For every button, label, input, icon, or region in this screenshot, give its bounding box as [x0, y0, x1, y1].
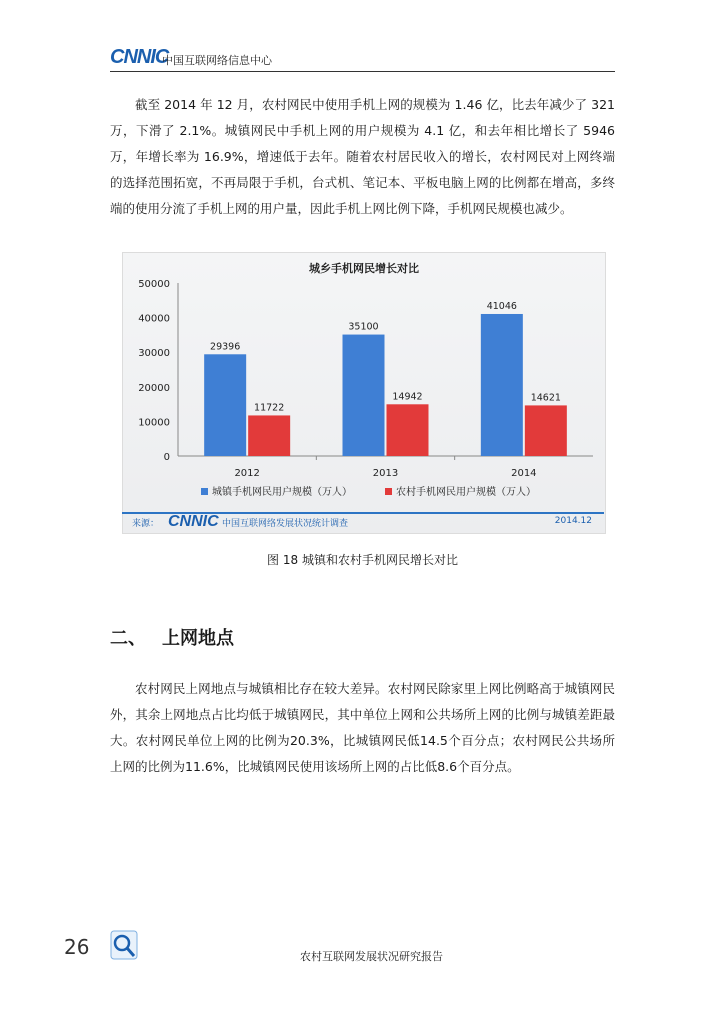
header-divider: [110, 71, 615, 72]
data-label: 35100: [348, 321, 379, 333]
source-date: 2014.12: [554, 516, 592, 526]
data-label: 29396: [210, 341, 241, 353]
y-tick-label: 50000: [138, 279, 170, 290]
figure-caption: 图 18 城镇和农村手机网民增长对比: [267, 553, 458, 567]
y-tick-label: 0: [163, 452, 170, 463]
x-tick-label: 2012: [234, 468, 260, 479]
section-number: 二、: [110, 628, 146, 649]
paragraph-mobile: [110, 92, 615, 222]
legend-swatch: [201, 488, 208, 495]
bar-urban-2012: [204, 354, 246, 456]
page-header: [110, 44, 615, 72]
bar-rural-2012: [248, 415, 290, 456]
y-tick-label: 20000: [138, 382, 170, 394]
data-label: 41046: [486, 300, 517, 312]
report-title: 农村互联网发展状况研究报告: [300, 950, 443, 963]
bar-chart: [122, 252, 606, 534]
cnnic-logo: CNNIC: [110, 46, 169, 68]
source-logo: CNNIC: [168, 513, 219, 530]
y-tick-label: 10000: [138, 417, 170, 429]
bar-urban-2013: [343, 335, 385, 456]
data-label: 14942: [392, 391, 423, 403]
y-tick-label: 30000: [138, 348, 170, 360]
data-label: 14621: [530, 392, 561, 404]
source-text: 中国互联网络发展状况统计调查: [222, 519, 349, 529]
y-tick-label: 40000: [138, 313, 170, 325]
chart-title: 城乡手机网民增长对比: [309, 262, 419, 275]
x-tick-label: 2014: [511, 468, 537, 479]
section-heading: [110, 624, 234, 650]
bar-urban-2014: [481, 314, 523, 456]
paragraph-text: 农村网民上网地点与城镇相比存在较大差异。农村网民除家里上网比例略高于城镇网民外，其余上网地点占比均低于城镇网民，其中单位上网和公共场所上网的比例与城镇差距最大。农村网民单位上网的比例为20.3%，比城镇网民低14.5个百分点；农村网民公共场所上网的比例为11.6%，比城镇网民使用该场所上网的占比低8.6个百分点。: [110, 681, 615, 774]
page-number: 26: [64, 935, 90, 959]
source-label: 来源：: [132, 519, 160, 529]
legend-swatch: [385, 488, 392, 495]
bar-rural-2013: [387, 404, 429, 456]
chart-svg: [123, 253, 605, 513]
magnifier-icon: [110, 930, 138, 960]
paragraph-location: [110, 676, 615, 780]
x-tick-label: 2013: [372, 468, 399, 479]
org-name: 中国互联网络信息中心: [162, 54, 272, 67]
data-label: 11722: [254, 402, 285, 414]
legend-label: 农村手机网民用户规模（万人）: [396, 487, 536, 498]
chart-source-bar: [122, 512, 604, 532]
section-title: 上网地点: [162, 628, 234, 649]
legend-label: 城镇手机网民用户规模（万人）: [212, 487, 352, 498]
bar-rural-2014: [525, 405, 567, 456]
paragraph-text: 截至 2014 年 12 月，农村网民中使用手机上网的规模为 1.46 亿，比去年减少了 321 万，下滑了 2.1%。城镇网民中手机上网的用户规模为 4.1 亿，和去年相比增长了 5946 万，年增长率为 16.9%，增速低于去年。随着农村居民收入的增长，农村网民对上网终端的选择范围拓宽，不再局限于手机，台式机、笔记本、平板电脑上网的比例都在增高，多终端的使用分流了手机上网的用户量，因此手机上网比例下降，手机网民规模也减少。: [110, 97, 615, 216]
